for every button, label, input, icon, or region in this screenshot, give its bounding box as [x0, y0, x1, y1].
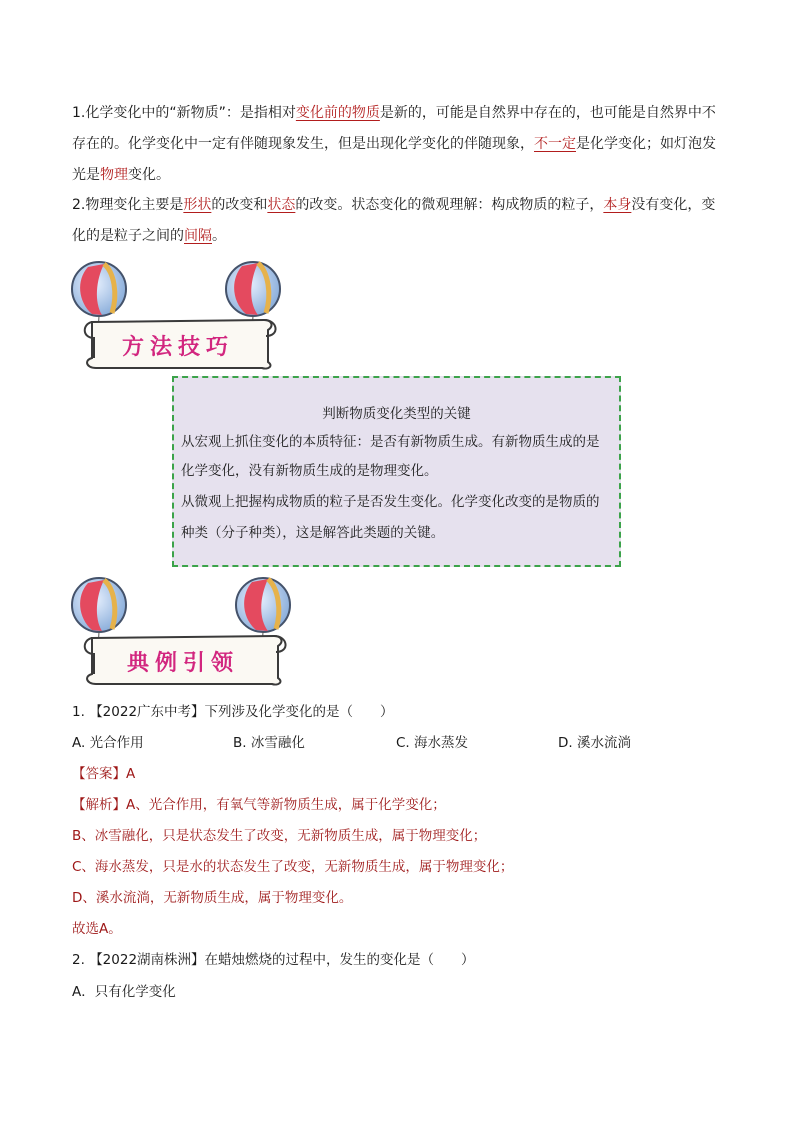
highlight-term: 形状 [183, 197, 212, 213]
tip-box [172, 376, 621, 567]
question-1-conclusion: 故选A。 [72, 921, 122, 937]
tip-box-line: 种类（分子种类），这是解答此类题的关键。 [181, 525, 445, 541]
question-1-option-b: B. 冰雪融化 [233, 735, 305, 751]
note-paragraph-2: 2.物理变化主要是形状的改变和状态的改变。状态变化的微观理解：构成物质的粒子，本身没有变化，变化的是粒子之间的间隔。 [72, 197, 716, 244]
question-1-analysis-line: D、溪水流淌，无新物质生成，属于物理变化。 [72, 890, 353, 906]
question-1-analysis-line: 【解析】A、光合作用，有氧气等新物质生成，属于化学变化； [72, 797, 446, 813]
highlight-term: 不一定 [534, 136, 576, 152]
tip-box-title: 判断物质变化类型的关键 [322, 406, 471, 422]
question-1-option-d: D. 溪水流淌 [558, 735, 631, 751]
question-1-answer: 【答案】A [72, 766, 136, 782]
tip-box-line: 化学变化，没有新物质生成的是物理变化。 [181, 463, 438, 479]
highlight-term: 状态 [267, 197, 296, 213]
banner-method-title: 方法技巧 [121, 334, 235, 360]
highlight-term: 物理 [100, 167, 128, 183]
note-paragraph-1: 1.化学变化中的“新物质”：是指相对变化前的物质是新的，可能是自然界中存在的，也可能是自然界中不存在的。化学变化中一定有伴随现象发生，但是出现化学变化的伴随现象，不一定是化学变化；如灯泡发光是物理变化。 [72, 105, 716, 183]
banner-typical-examples [68, 574, 298, 686]
banner-example-title: 典例引领 [126, 650, 240, 676]
question-2-option-a: A．只有化学变化 [72, 984, 176, 1000]
question-1-stem: 1. 【2022广东中考】下列涉及化学变化的是（ ） [72, 704, 394, 720]
question-1-analysis-line: C、海水蒸发，只是水的状态发生了改变，无新物质生成，属于物理变化； [72, 859, 514, 875]
question-1-analysis-line: B、冰雪融化，只是状态发生了改变，无新物质生成，属于物理变化； [72, 828, 487, 844]
question-1-option-c: C. 海水蒸发 [396, 735, 469, 751]
tip-box-line: 从微观上把握构成物质的粒子是否发生变化。化学变化改变的是物质的 [181, 494, 600, 510]
highlight-term: 本身 [603, 197, 632, 213]
banner-method-tips [68, 258, 288, 370]
highlight-term: 变化前的物质 [295, 105, 380, 121]
question-1-option-a: A. 光合作用 [72, 735, 144, 751]
tip-box-line: 从宏观上抓住变化的本质特征：是否有新物质生成。有新物质生成的是 [181, 434, 600, 450]
question-2-stem: 2. 【2022湖南株洲】在蜡烛燃烧的过程中，发生的变化是（ ） [72, 952, 475, 968]
highlight-term: 间隔 [184, 228, 212, 244]
